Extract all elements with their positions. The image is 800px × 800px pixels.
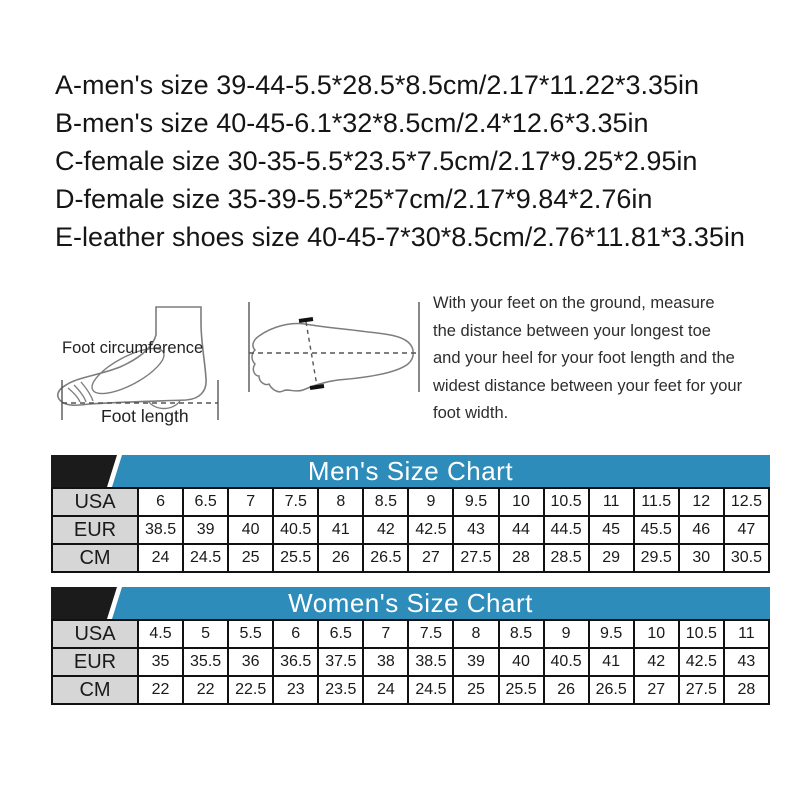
size-cell: 26 [544, 676, 589, 704]
width-dashed-line [306, 322, 317, 386]
size-cell: 27.5 [453, 544, 498, 572]
instruction-line: With your feet on the ground, measure [433, 294, 715, 312]
width-tick-bottom [310, 386, 324, 388]
size-cell: 10.5 [679, 620, 724, 648]
size-cell: 7.5 [408, 620, 453, 648]
size-cell: 22 [183, 676, 228, 704]
size-cell: 5 [183, 620, 228, 648]
size-row-eur [52, 648, 769, 676]
size-cell: 38.5 [138, 516, 183, 544]
row-label: USA [52, 620, 138, 648]
size-row-usa [52, 488, 769, 516]
size-cell: 7 [363, 620, 408, 648]
size-cell: 45 [589, 516, 634, 544]
spec-line-e: E-leather shoes size 40-45-7*30*8.5cm/2.76*11.81*3.35in [55, 222, 745, 252]
size-cell: 8 [453, 620, 498, 648]
size-cell: 24.5 [183, 544, 228, 572]
spec-line-d: D-female size 35-39-5.5*25*7cm/2.17*9.84*2.76in [55, 184, 653, 214]
size-cell: 28.5 [544, 544, 589, 572]
size-cell: 30.5 [724, 544, 769, 572]
size-cell: 38 [363, 648, 408, 676]
size-cell: 41 [589, 648, 634, 676]
size-cell: 22 [138, 676, 183, 704]
size-cell: 26.5 [363, 544, 408, 572]
size-cell: 43 [724, 648, 769, 676]
row-label: CM [52, 544, 138, 572]
row-label: USA [52, 488, 138, 516]
size-cell: 30 [679, 544, 724, 572]
size-cell: 25 [228, 544, 273, 572]
womens-chart-title: Women's Size Chart [288, 588, 533, 618]
size-cell: 8.5 [499, 620, 544, 648]
size-cell: 40 [499, 648, 544, 676]
size-row-cm [52, 544, 769, 572]
size-cell: 26 [318, 544, 363, 572]
size-cell: 36 [228, 648, 273, 676]
size-cell: 5.5 [228, 620, 273, 648]
size-cell: 44 [499, 516, 544, 544]
instruction-line: widest distance between your feet for your [433, 376, 743, 395]
size-cell: 9.5 [453, 488, 498, 516]
toe-lines [68, 382, 93, 402]
size-cell: 28 [499, 544, 544, 572]
size-cell: 29 [589, 544, 634, 572]
foot-top-view-diagram [243, 296, 425, 398]
sole-outline [252, 324, 413, 392]
measuring-instructions [433, 290, 793, 428]
size-cell: 39 [453, 648, 498, 676]
size-cell: 45.5 [634, 516, 679, 544]
spec-line-c: C-female size 30-35-5.5*23.5*7.5cm/2.17*9.25*2.95in [55, 146, 698, 176]
size-cell: 6 [273, 620, 318, 648]
size-cell: 40.5 [273, 516, 318, 544]
size-cell: 8 [318, 488, 363, 516]
size-cell: 36.5 [273, 648, 318, 676]
row-label: EUR [52, 516, 138, 544]
size-cell: 42.5 [679, 648, 724, 676]
size-cell: 29.5 [634, 544, 679, 572]
size-cell: 10.5 [544, 488, 589, 516]
size-cell: 9.5 [589, 620, 634, 648]
size-cell: 25 [453, 676, 498, 704]
size-cell: 35 [138, 648, 183, 676]
size-cell: 10 [634, 620, 679, 648]
size-cell: 27.5 [679, 676, 724, 704]
size-cell: 25.5 [499, 676, 544, 704]
mens-chart-title: Men's Size Chart [307, 456, 514, 486]
womens-chart-banner [51, 587, 770, 619]
size-cell: 37.5 [318, 648, 363, 676]
size-cell: 9 [544, 620, 589, 648]
size-cell: 24 [138, 544, 183, 572]
size-cell: 23.5 [318, 676, 363, 704]
size-cell: 11.5 [634, 488, 679, 516]
size-cell: 7.5 [273, 488, 318, 516]
size-cell: 6 [138, 488, 183, 516]
size-row-cm [52, 676, 769, 704]
foot-circumference-label: Foot circumference [62, 339, 204, 357]
size-cell: 43 [453, 516, 498, 544]
size-cell: 42 [634, 648, 679, 676]
size-cell: 40 [228, 516, 273, 544]
size-cell: 41 [318, 516, 363, 544]
mens-chart-banner [51, 455, 770, 487]
size-cell: 42 [363, 516, 408, 544]
size-row-usa [52, 620, 769, 648]
instruction-line: foot width. [433, 404, 509, 422]
size-cell: 27 [634, 676, 679, 704]
size-cell: 12 [679, 488, 724, 516]
size-cell: 40.5 [544, 648, 589, 676]
row-label: CM [52, 676, 138, 704]
size-cell: 25.5 [273, 544, 318, 572]
size-cell: 10 [499, 488, 544, 516]
width-tick-top [299, 319, 313, 321]
size-cell: 8.5 [363, 488, 408, 516]
size-cell: 7 [228, 488, 273, 516]
size-cell: 4.5 [138, 620, 183, 648]
size-cell: 38.5 [408, 648, 453, 676]
size-cell: 44.5 [544, 516, 589, 544]
size-cell: 27 [408, 544, 453, 572]
instruction-line: the distance between your longest toe [433, 321, 711, 340]
size-cell: 46 [679, 516, 724, 544]
spec-line-a: A-men's size 39-44-5.5*28.5*8.5cm/2.17*11.22*3.35in [55, 70, 700, 100]
size-cell: 12.5 [724, 488, 769, 516]
size-cell: 23 [273, 676, 318, 704]
foot-length-label: Foot length [101, 406, 189, 426]
size-cell: 26.5 [589, 676, 634, 704]
size-cell: 35.5 [183, 648, 228, 676]
spec-line-b: B-men's size 40-45-6.1*32*8.5cm/2.4*12.6*3.35in [55, 108, 649, 138]
instruction-line: and your heel for your foot length and the [433, 349, 735, 367]
size-cell: 42.5 [408, 516, 453, 544]
womens-size-table [51, 619, 770, 705]
product-spec-list [55, 66, 745, 256]
size-cell: 6.5 [183, 488, 228, 516]
size-cell: 47 [724, 516, 769, 544]
size-cell: 24 [363, 676, 408, 704]
size-cell: 6.5 [318, 620, 363, 648]
size-row-eur [52, 516, 769, 544]
row-label: EUR [52, 648, 138, 676]
size-cell: 39 [183, 516, 228, 544]
size-cell: 22.5 [228, 676, 273, 704]
size-cell: 24.5 [408, 676, 453, 704]
mens-size-table [51, 487, 770, 573]
size-cell: 11 [589, 488, 634, 516]
size-cell: 11 [724, 620, 769, 648]
size-cell: 28 [724, 676, 769, 704]
size-cell: 9 [408, 488, 453, 516]
